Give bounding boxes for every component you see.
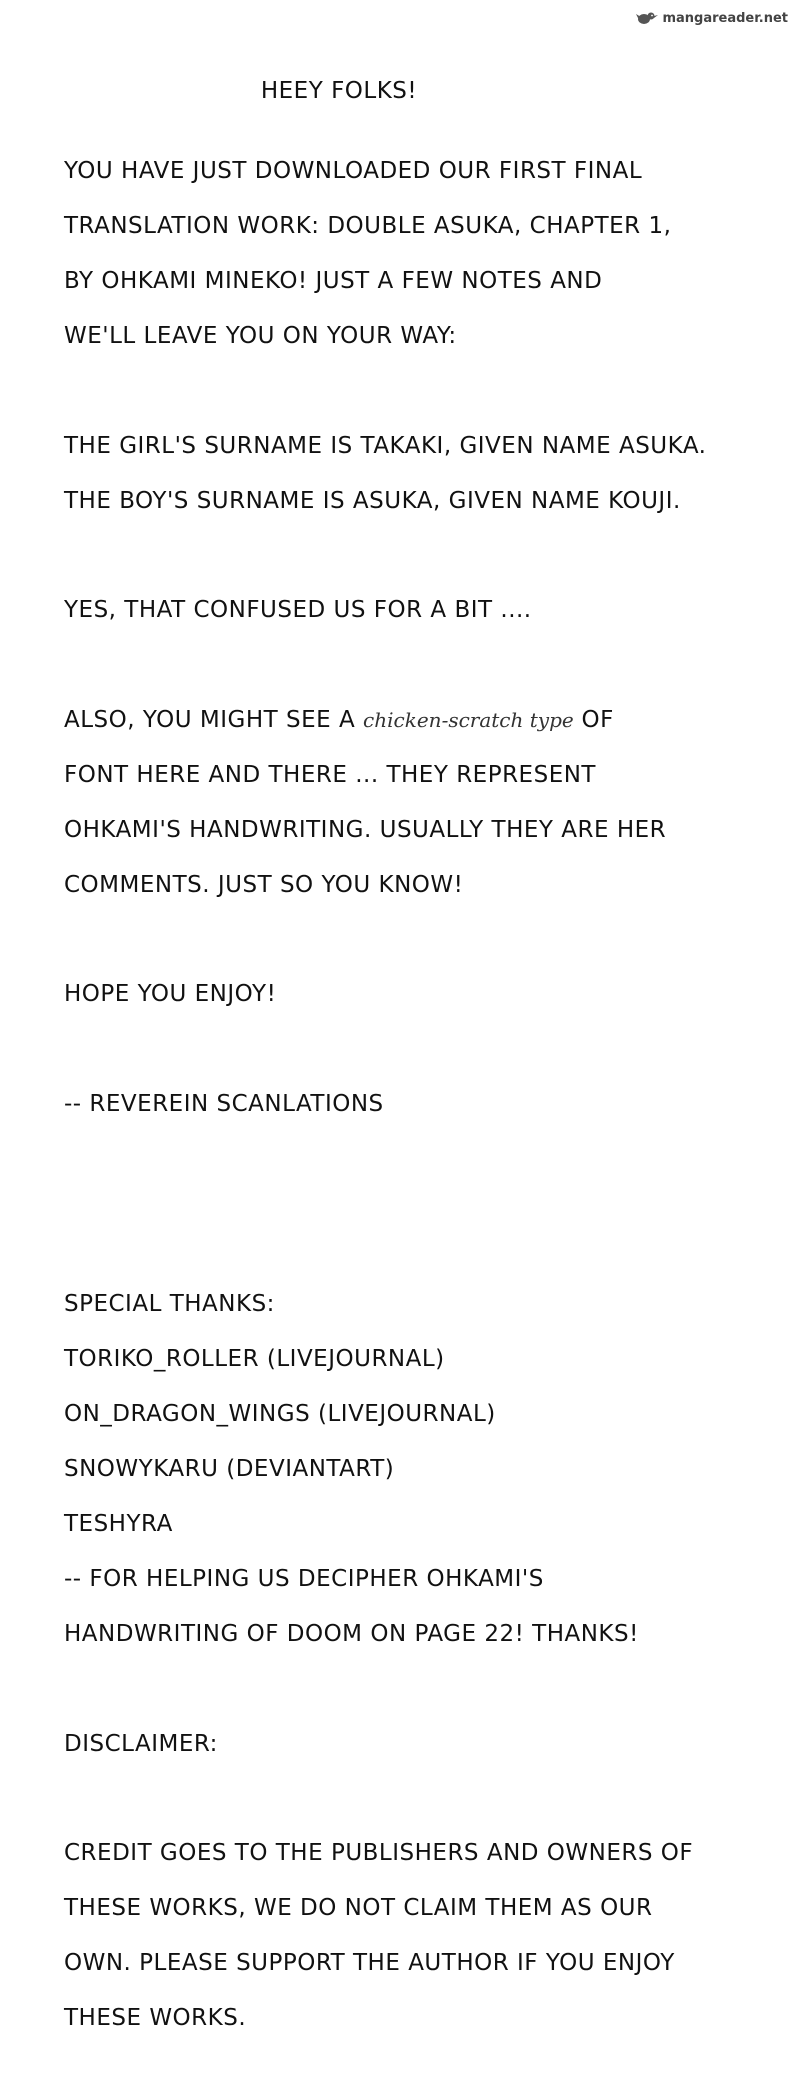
thanks-name: TESHYRA: [64, 1511, 173, 1537]
watermark-text: mangareader.net: [662, 10, 788, 26]
thanks-name: SNOWYKARU (DEVIANTART): [64, 1456, 395, 1482]
chicken-scratch-sample: chicken-scratch type: [363, 707, 574, 732]
notes-title: HEEY FOLKS!: [260, 78, 418, 104]
intro-line: TRANSLATION WORK: DOUBLE ASUKA, CHAPTER 1,: [64, 213, 672, 239]
thanks-name: ON_DRAGON_WINGS (LIVEJOURNAL): [64, 1401, 496, 1427]
special-thanks-section: [64, 1264, 754, 1677]
font-note-first-line: [64, 707, 754, 735]
names-paragraph: [64, 405, 754, 543]
thanks-reason-line: -- FOR HELPING US DECIPHER OHKAMI'S: [64, 1566, 544, 1592]
intro-line: YOU HAVE JUST DOWNLOADED OUR FIRST FINAL: [64, 158, 643, 184]
confused-paragraph: [64, 570, 754, 653]
signoff-paragraph: [64, 1063, 754, 1146]
font-note-line: OHKAMI'S HANDWRITING. USUALLY THEY ARE HER: [64, 816, 667, 843]
intro-line: WE'LL LEAVE YOU ON YOUR WAY:: [64, 323, 457, 349]
font-note-after: OF: [573, 706, 614, 733]
font-note-paragraph: [64, 679, 754, 927]
font-note-before: ALSO, YOU MIGHT SEE A: [64, 706, 364, 733]
intro-paragraph: [64, 131, 754, 379]
special-thanks-heading: SPECIAL THANKS:: [64, 1291, 275, 1317]
bird-logo-icon: [636, 10, 658, 26]
thanks-name: TORIKO_ROLLER (LIVEJOURNAL): [64, 1346, 445, 1372]
hope-line: HOPE YOU ENJOY!: [64, 981, 277, 1007]
font-note-line: FONT HERE AND THERE ... THEY REPRESENT: [64, 761, 596, 788]
boy-name-line: THE BOY'S SURNAME IS ASUKA, GIVEN NAME KOUJI.: [64, 487, 681, 514]
confused-line: YES, THAT CONFUSED US FOR A BIT ....: [64, 597, 532, 623]
disclaimer-line: OWN. PLEASE SUPPORT THE AUTHOR IF YOU ENJOY: [64, 1950, 675, 1976]
site-watermark: [636, 10, 788, 26]
signoff-line: -- REVEREIN SCANLATIONS: [64, 1090, 384, 1117]
disclaimer-line: THESE WORKS, WE DO NOT CLAIM THEM AS OUR: [64, 1895, 653, 1921]
girl-name-line: THE GIRL'S SURNAME IS TAKAKI, GIVEN NAME ASUKA.: [64, 432, 707, 459]
translator-notes-page: [64, 78, 754, 2087]
disclaimer-heading-block: [64, 1703, 754, 1786]
disclaimer-paragraph: [64, 1813, 754, 2061]
intro-line: BY OHKAMI MINEKO! JUST A FEW NOTES AND: [64, 268, 603, 294]
disclaimer-heading: DISCLAIMER:: [64, 1730, 218, 1757]
hope-paragraph: [64, 954, 754, 1037]
thanks-reason-line: HANDWRITING OF DOOM ON PAGE 22! THANKS!: [64, 1621, 639, 1647]
disclaimer-line: CREDIT GOES TO THE PUBLISHERS AND OWNERS OF: [64, 1840, 694, 1866]
font-note-line: COMMENTS. JUST SO YOU KNOW!: [64, 871, 464, 898]
disclaimer-line: THESE WORKS.: [64, 2005, 247, 2031]
